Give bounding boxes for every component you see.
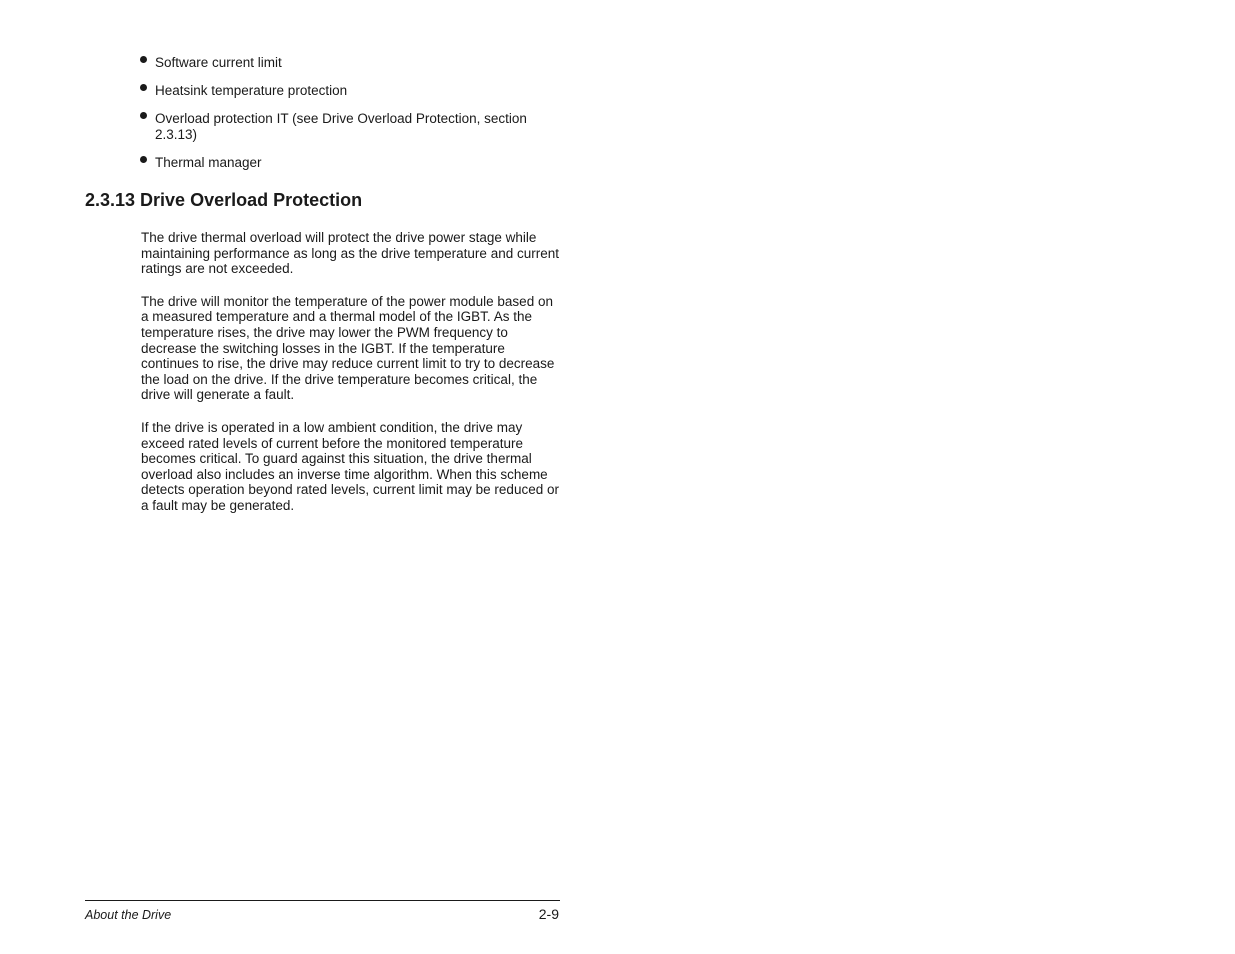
protection-features-list [140, 55, 560, 183]
bullet-icon [140, 156, 147, 163]
footer-page-number: 2-9 [538, 906, 559, 922]
section-heading: 2.3.13 Drive Overload Protection [85, 190, 363, 210]
list-item [140, 155, 560, 171]
bullet-icon [140, 56, 147, 63]
footer-chapter-title: About the Drive [85, 908, 172, 922]
footer-divider [85, 900, 560, 901]
paragraph-temperature-monitoring: The drive will monitor the temperature of the power module based on a measured temperature and a thermal model of the IGBT. As the temperature rises, the drive may lower the PWM frequency to decrease the switching losses in the IGBT. If the temperature continues to rise, the drive may reduce current limit to try to decrease the load on the drive. If the drive temperature becomes critical, the drive will generate a fault. [141, 293, 555, 403]
list-item-text: Overload protection IT (see Drive Overload Protection, section 2.3.13) [155, 111, 527, 142]
paragraph-inverse-time: If the drive is operated in a low ambient condition, the drive may exceed rated levels of current before the monitored temperature becomes critical. To guard against this situation, the drive thermal overload also includes an inverse time algorithm. When this scheme detects operation beyond rated levels, current limit may be reduced or a fault may be generated. [141, 419, 559, 513]
list-item-text: Software current limit [155, 55, 282, 70]
list-item [140, 111, 560, 143]
bullet-icon [140, 84, 147, 91]
list-item [140, 55, 560, 71]
paragraph-overview: The drive thermal overload will protect the drive power stage while maintaining performance as long as the drive temperature and current ratings are not exceeded. [141, 230, 559, 277]
bullet-icon [140, 112, 147, 119]
list-item-text: Thermal manager [155, 155, 262, 170]
list-item-text: Heatsink temperature protection [155, 83, 348, 98]
section-body [141, 230, 561, 531]
list-item [140, 83, 560, 99]
